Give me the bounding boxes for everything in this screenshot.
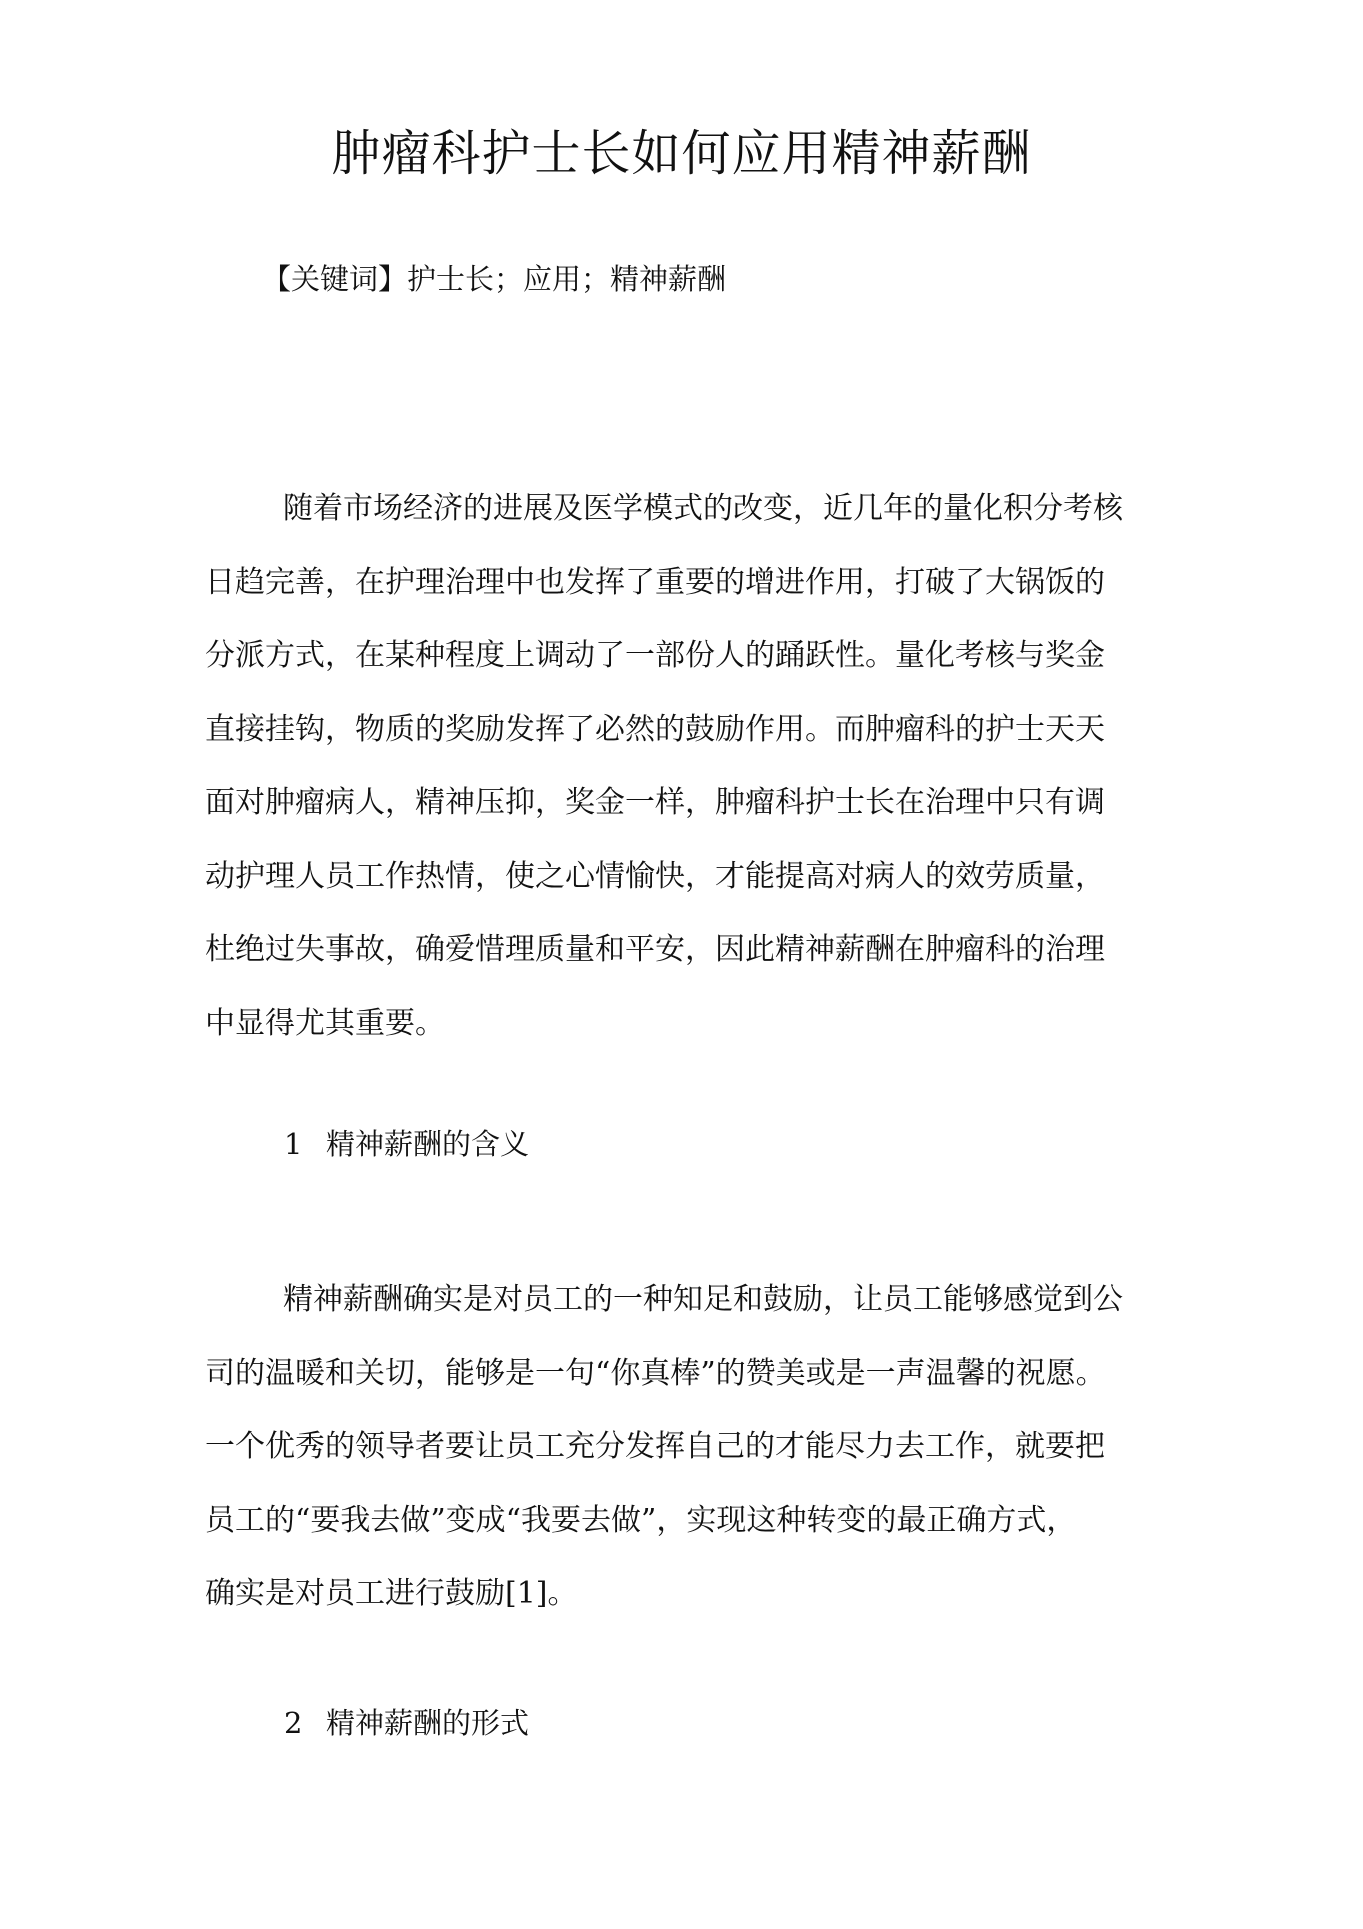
paragraph-line: 员工的“要我去做”变成“我要去做”，实现这种转变的最正确方式， [205,1502,1077,1538]
paragraph-line: 面对肿瘤病人，精神压抑，奖金一样，肿瘤科护士长在治理中只有调 [205,785,1105,820]
paragraph-line: 直接挂钩，物质的奖励发挥了必然的鼓励作用。而肿瘤科的护士天天 [205,711,1105,747]
section-title: 精神薪酬的形式 [326,1706,530,1740]
paragraph-definition [205,1263,1175,1631]
section-number: 1 [284,1127,303,1161]
paragraph-line: 动护理人员工作热情，使之心情愉快，才能提高对病人的效劳质量， [205,858,1105,894]
keywords-line: 【关键词】护士长；应用；精神薪酬 [262,262,727,296]
paragraph-line: 杜绝过失事故，确爱惜理质量和平安，因此精神薪酬在肿瘤科的治理 [205,932,1105,967]
paragraph-line: 分派方式，在某种程度上调动了一部份人的踊跃性。量化考核与奖金 [205,638,1105,673]
paragraph-line: 日趋完善，在护理治理中也发挥了重要的增进作用，打破了大锅饭的 [205,564,1105,600]
section-heading-2 [284,1697,529,1749]
paragraph-line: 确实是对员工进行鼓励[1]。 [205,1576,578,1611]
paragraph-line: 司的温暖和关切，能够是一句“你真棒”的赞美或是一声温馨的祝愿。 [205,1355,1106,1391]
paragraph-line: 一个优秀的领导者要让员工充分发挥自己的才能尽力去工作，就要把 [205,1429,1105,1464]
paragraph-intro [205,472,1175,1060]
paragraph-line: 随着市场经济的进展及医学模式的改变，近几年的量化积分考核 [283,491,1123,526]
section-number: 2 [284,1706,303,1740]
paragraph-line: 精神薪酬确实是对员工的一种知足和鼓励，让员工能够感觉到公 [283,1282,1123,1317]
document-title: 肿瘤科护士长如何应用精神薪酬 [331,125,1032,182]
paragraph-line: 中显得尤其重要。 [205,1005,445,1041]
section-title: 精神薪酬的含义 [326,1127,530,1161]
section-heading-1 [284,1118,529,1170]
